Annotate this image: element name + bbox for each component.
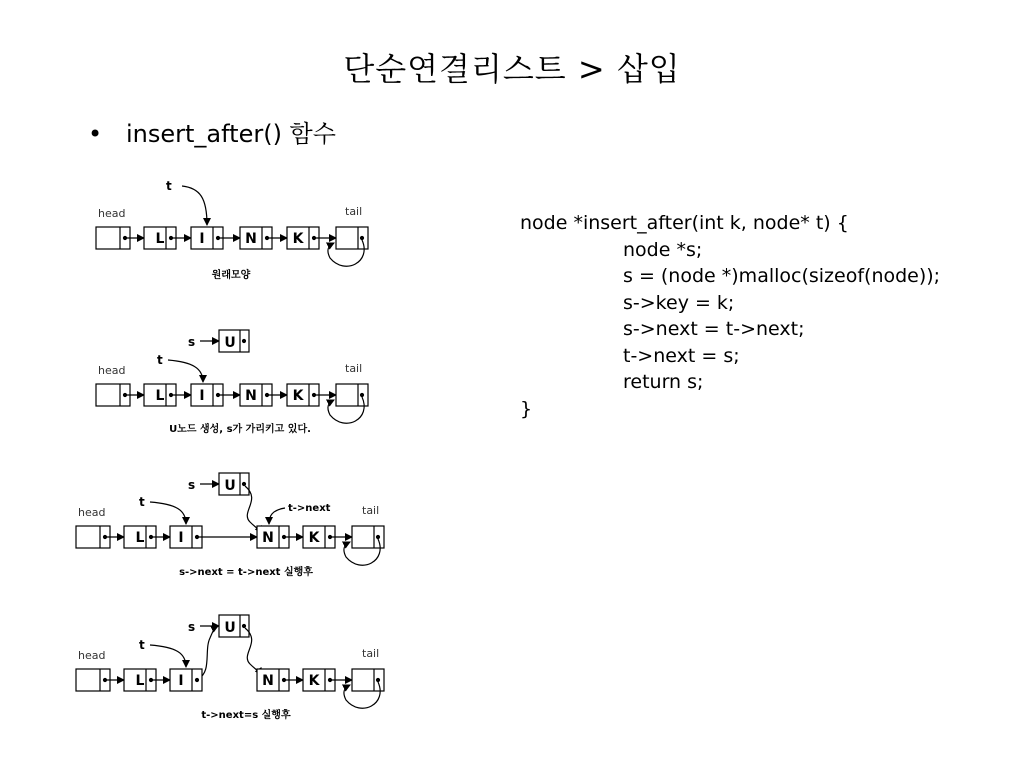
tail-label: tail	[362, 504, 380, 517]
node-label: L	[155, 388, 165, 404]
code-line: t->next = s;	[623, 344, 740, 367]
node-label: I	[178, 673, 184, 689]
node-label: U	[224, 478, 236, 494]
node-label: N	[245, 388, 257, 404]
code-line: node *s;	[623, 238, 703, 261]
t-label: t	[166, 179, 172, 193]
code-line: }	[520, 397, 533, 420]
node-label: I	[178, 530, 184, 546]
node-label: I	[199, 231, 205, 247]
node-label: K	[292, 231, 304, 247]
t-label: t	[139, 638, 145, 652]
code-line: return s;	[623, 371, 704, 393]
node-label: L	[155, 231, 165, 247]
node-label: K	[292, 388, 304, 404]
t-label: t	[139, 495, 145, 509]
tail-label: tail	[345, 205, 363, 218]
node-label: I	[199, 388, 205, 404]
tail-label: tail	[362, 647, 380, 660]
node-label: L	[135, 673, 145, 689]
code-line: s = (node *)malloc(sizeof(node));	[623, 265, 941, 287]
code-block	[520, 210, 940, 422]
diagram-caption: s->next = t->next 실행후	[179, 567, 313, 578]
diagram-caption: t->next=s 실행후	[201, 710, 291, 721]
head-label: head	[78, 649, 106, 662]
node-label: U	[224, 620, 236, 636]
code-line: node *insert_after(int k, node* t) {	[520, 212, 849, 234]
t-label: t	[157, 353, 163, 367]
s-label: s	[188, 620, 196, 634]
diagram-original	[96, 186, 368, 266]
s-label: s	[188, 335, 196, 349]
node-label: N	[245, 231, 257, 247]
t-next-label: t->next	[288, 503, 331, 514]
head-label: head	[98, 207, 126, 220]
bullet-marker: •	[88, 120, 103, 148]
node-label: K	[308, 530, 320, 546]
s-label: s	[188, 478, 196, 492]
diagram-caption: U노드 생성, s가 가리키고 있다.	[169, 424, 311, 435]
node-label: U	[224, 335, 236, 351]
code-line: s->key = k;	[623, 291, 735, 314]
node-label: N	[262, 673, 274, 689]
head-label: head	[78, 506, 106, 519]
node-label: N	[262, 530, 274, 546]
head-label: head	[98, 364, 126, 377]
node-label: L	[135, 530, 145, 546]
bullet-text: insert_after() 함수	[126, 120, 336, 148]
node-label: K	[308, 673, 320, 689]
code-line: s->next = t->next;	[623, 318, 805, 340]
slide-title: 단순연결리스트 > 삽입	[343, 50, 681, 88]
tail-label: tail	[345, 362, 363, 375]
diagram-caption: 원래모양	[211, 270, 251, 281]
